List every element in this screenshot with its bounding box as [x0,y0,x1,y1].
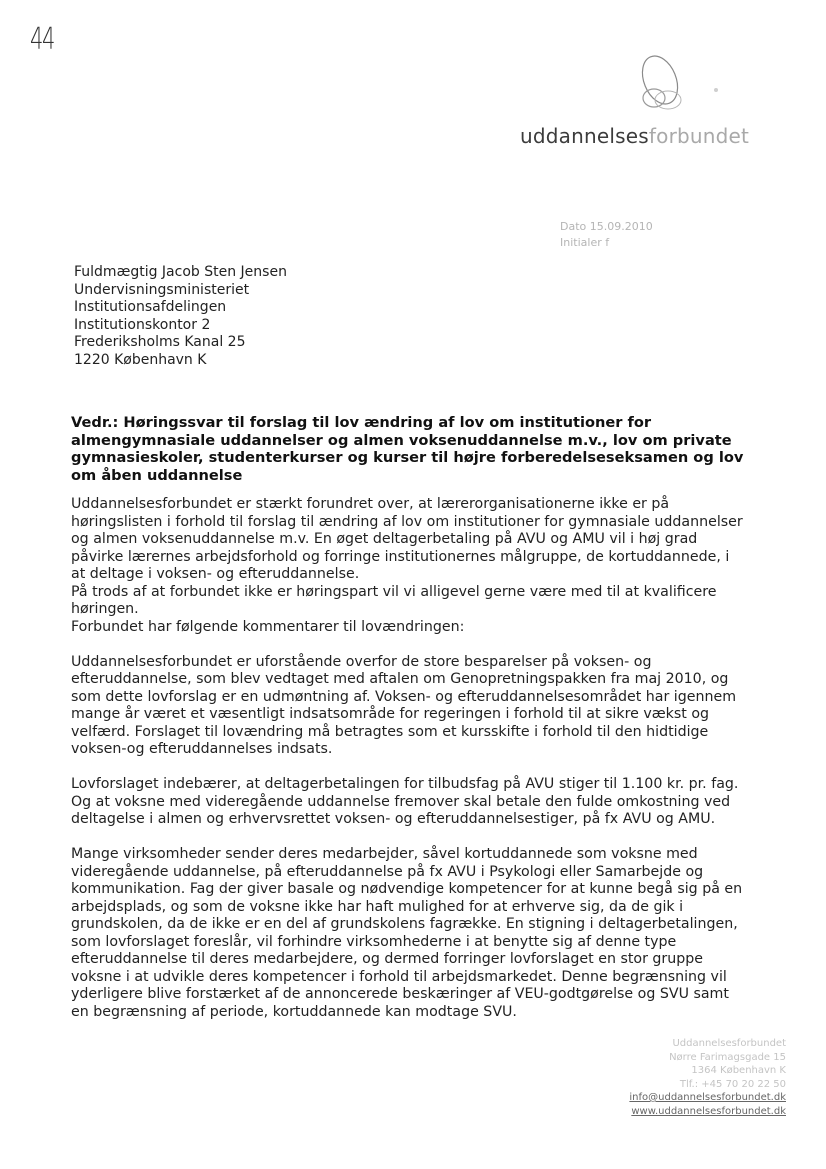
letter-body [71,496,747,1021]
paragraph: Forbundet har følgende kommentarer til lovændringen: [71,618,465,635]
address-line: Frederiksholms Kanal 25 [74,334,246,350]
initials-line: Initialer f [560,236,610,249]
paragraph: Lovforslaget indebærer, at deltagerbetalingen for tilbudsfag på AVU stiger til 1.100 kr. pr. fag. Og at voksne med videregående uddannelse fremover skal betale den fulde omkostning ved deltagelse i almen og erhvervsrettet voksen- og efteruddannelsestiger, på fx AVU og AMU. [71,776,739,827]
letter-meta [560,219,653,251]
email-link[interactable]: info@uddannelsesforbundet.dk [629,1092,786,1103]
footer-contact [629,1037,786,1118]
logo-icon [608,40,738,130]
date-line: Dato 15.09.2010 [560,220,653,233]
address-line: Institutionskontor 2 [74,316,211,333]
footer-city: 1364 København K [691,1065,786,1076]
footer-street: Nørre Farimagsgade 15 [669,1051,786,1063]
footer-org: Uddannelsesforbundet [672,1038,786,1049]
address-line: Institutionsafdelingen [74,299,227,315]
logo-text-secondary: forbundet [648,124,750,148]
paragraph: På trods af at forbundet ikke er høringspart vil vi alligevel gerne være med til at kvalificere høringen. [71,583,717,617]
logo-text-primary: uddannelses [520,124,649,148]
address-line: Undervisningsministeriet [74,281,250,298]
address-line: 1220 København K [74,351,207,368]
website-link[interactable]: www.uddannelsesforbundet.dk [631,1105,786,1117]
address-line: Fuldmægtig Jacob Sten Jensen [74,264,287,280]
footer-phone: Tlf.: +45 70 20 22 50 [679,1078,786,1090]
paragraph: Uddannelsesforbundet er uforstående overfor de store besparelser på voksen- og efteruddannelse, som blev vedtaget med aftalen om Genopretningspakken fra maj 2010, og som dette lovforslag er en udmøntning af. Voksen- og efteruddannelsesområdet har igennem mange år været et væsentligt indsatsområde for regeringen i forhold til at sikre vækst og velfærd. Forslaget til lovændring må betragtes som et kursskifte i forhold til den hidtidige voksen-og efteruddannelses indsats. [71,653,737,757]
paragraph: Uddannelsesforbundet er stærkt forundret over, at lærerorganisationerne ikke er på høringslisten i forhold til forslag til ændring af lov om institutioner for gymnasiale uddannelser og almen voksenuddannelse m.v. En øget deltagerbetaling på AVU og AMU vil i høj grad påvirke lærernes arbejdsforhold og forringe institutionernes målgruppe, de kortuddannede, i at deltage i voksen- og efteruddannelse. [71,496,743,582]
paragraph: Mange virksomheder sender deres medarbejder, såvel kortuddannede som voksne med videregående uddannelse, på efteruddannelse på fx AVU i Psykologi eller Samarbejde og kommunikation. Fag der giver basale og nødvendige kompetencer for at kunne begå sig på en arbejdsplads, og som de voksne ikke har haft mulighed for at erhverve sig, da de gik i grundskolen, da de ikke er en del af grundskolens fagrække. En stigning i deltagerbetalingen, som lovforslaget foreslår, vil forhindre virksomhederne i at benytte sig af denne type efteruddannelse til deres medarbejdere, og dermed forringer lovforslaget en stor gruppe voksne i at udvikle deres kompetencer i forhold til arbejdsmarkedet. Denne begrænsning vil yderligere blive forstærket af de annoncerede beskæringer af VEU-godtgørelse og SVU samt en begrænsning af periode, kortuddannede kan modtage SVU. [71,846,743,1020]
page-number: 44 [30,22,54,57]
logo-wordmark [520,124,749,148]
subject-heading: Vedr.: Høringssvar til forslag til lov ændring af lov om institutioner for almengymnasiale uddannelser og almen voksenuddannelse m.v., lov om private gymnasieskoler, studenterkurser og kurser til højre forberedelseseksamen og lov om åben uddannelse [71,414,744,484]
recipient-address [74,264,287,369]
